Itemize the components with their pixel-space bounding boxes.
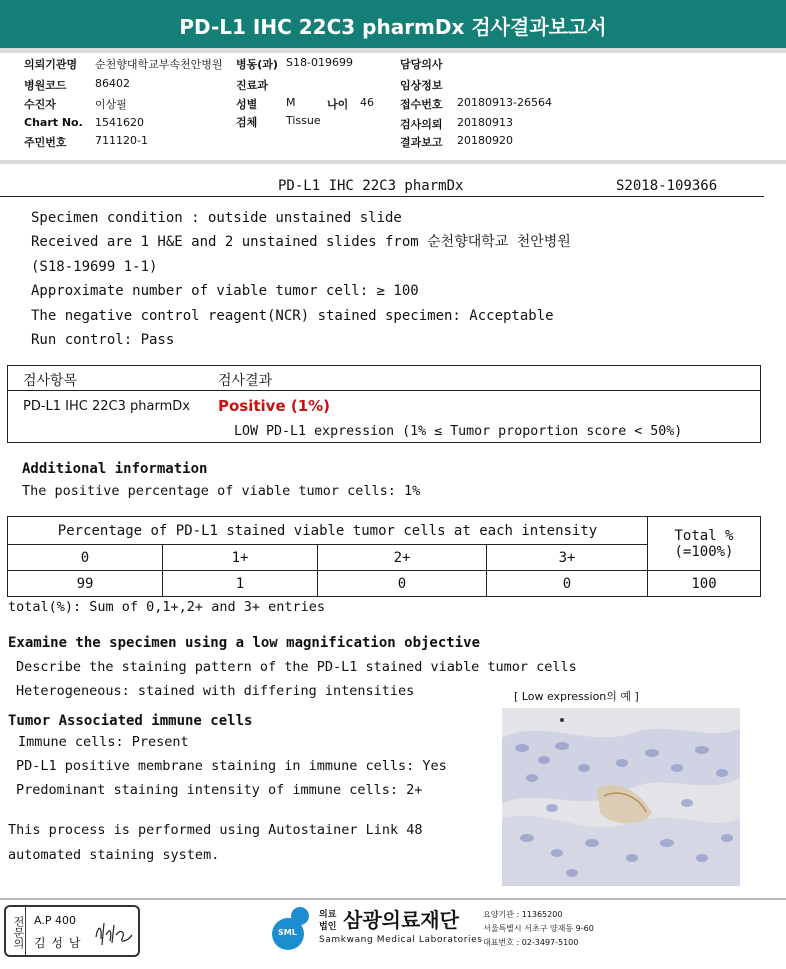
report-date-label: 결과보고 [400,136,443,149]
specimen-description [31,206,571,352]
id-value: 711120-1 [95,134,148,147]
table-note: total(%): Sum of 0,1+,2+ and 3+ entries [8,599,325,615]
age-value: 46 [360,96,374,109]
immune-heading: Tumor Associated immune cells [8,713,253,729]
intensity-3: 3+ [487,545,648,571]
institution-value: 순천향대학교부속천안병원 [95,58,223,71]
microscopy-image [502,708,740,886]
description-line: (S18-19699 1-1) [31,258,158,275]
intensity-0: 0 [8,545,163,571]
test-name: PD-L1 IHC 22C3 pharmDx [278,178,464,194]
footer-rule [0,898,786,900]
intensity-header: Percentage of PD-L1 stained viable tumor cells at each intensity [8,517,648,545]
process-line: automated staining system. [8,847,220,863]
stamp-vertical-label: 전문의 [6,907,26,955]
description-line: The negative control reagent(NCR) stained specimen: Acceptable [31,307,554,324]
report-date-value: 20180920 [457,134,513,147]
id-label: 주민번호 [24,136,67,149]
value-3: 0 [487,571,648,597]
contact-line: 서울특별시 서초구 양재동 9-60 [483,924,594,933]
logo-badge: SML [278,928,297,937]
stamp-name: 김 성 남 [34,936,82,950]
description-line: Approximate number of viable tumor cell: ≥ 100 [31,283,419,300]
immune-line: PD-L1 positive membrane staining in immune cells: Yes [16,758,447,774]
doctor-label: 담당의사 [400,58,443,71]
logo-mark [270,904,318,954]
case-number: S2018-109366 [616,178,718,194]
hospital-code-label: 병원코드 [24,79,67,92]
intensity-2: 2+ [318,545,487,571]
value-2: 0 [318,571,487,597]
additional-line: The positive percentage of viable tumor cells: 1% [22,483,421,499]
test-result-table [7,365,761,443]
sex-label: 성별 [236,98,258,111]
image-caption: [ Low expression의 예 ] [514,690,639,703]
test-item: PD-L1 IHC 22C3 pharmDx [23,399,190,414]
immune-line: Immune cells: Present [18,734,189,750]
expression-level: LOW PD-L1 expression (1% ≤ Tumor proportion score < 50%) [234,424,683,439]
value-0: 99 [8,571,163,597]
title-underline [0,196,764,197]
logo-small-2: 법인 [319,922,337,932]
receipt-label: 접수번호 [400,98,443,111]
specimen-value: Tissue [286,114,321,127]
description-line: Received are 1 H&E and 2 unstained slides from 순천향대학교 천안병원 [31,234,571,251]
item-header: 검사항목 [23,373,78,389]
contact-line: 요양기관 : 11365200 [483,910,563,919]
dept-label: 진료과 [236,79,268,92]
total-value: 100 [648,571,761,597]
table-row [8,517,761,545]
examine-line: Describe the staining pattern of the PD-L1 stained viable tumor cells [16,659,577,675]
hospital-code-value: 86402 [95,77,130,90]
sex-value: M [286,96,296,109]
receipt-value: 20180913-26564 [457,96,552,109]
process-line: This process is performed using Autostainer Link 48 [8,822,423,838]
request-label: 검사의뢰 [400,118,443,131]
examine-heading: Examine the specimen using a low magnification objective [8,635,481,651]
table-row [8,571,761,597]
request-value: 20180913 [457,116,513,129]
pathologist-stamp [4,905,140,957]
header-rule [0,48,786,53]
stamp-code: A.P 400 [34,914,76,927]
examinee-value: 이상필 [95,98,127,111]
section-divider [0,160,786,164]
additional-heading: Additional information [22,461,208,477]
description-line: Run control: Pass [31,332,175,349]
chart-value: 1541620 [95,116,144,129]
institution-label: 의뢰기관명 [24,58,78,71]
intensity-1: 1+ [163,545,318,571]
test-result-header-row [8,366,760,391]
specimen-label: 검체 [236,116,258,129]
value-1: 1 [163,571,318,597]
test-result: Positive (1%) [218,397,331,415]
ward-label: 병동(과) [236,58,278,71]
logo-english: Samkwang Medical Laboratories [319,935,483,945]
total-header-line: (=100%) [674,543,734,560]
result-header: 검사결과 [218,373,273,389]
signature-icon [92,917,136,949]
microscopy-image-graphic [502,708,740,886]
description-line: Specimen condition : outside unstained slide [31,210,402,226]
total-header-line: Total % [674,527,734,544]
intensity-table [7,516,761,597]
total-header [648,517,761,571]
logo-name: 삼광의료재단 [343,908,459,932]
contact-line: 대표번호 : 02-3497-5100 [483,938,579,947]
ward-value: S18-019699 [286,56,353,69]
logo-small-1: 의료 [319,910,337,920]
clinical-label: 임상정보 [400,79,443,92]
examine-line: Heterogeneous: stained with differing intensities [16,683,415,699]
age-label: 나이 [327,98,349,111]
report-title: PD-L1 IHC 22C3 pharmDx 검사결과보고서 [0,0,786,48]
examinee-label: 수진자 [24,98,56,111]
immune-line: Predominant staining intensity of immune cells: 2+ [16,782,423,798]
chart-label: Chart No. [24,116,83,129]
